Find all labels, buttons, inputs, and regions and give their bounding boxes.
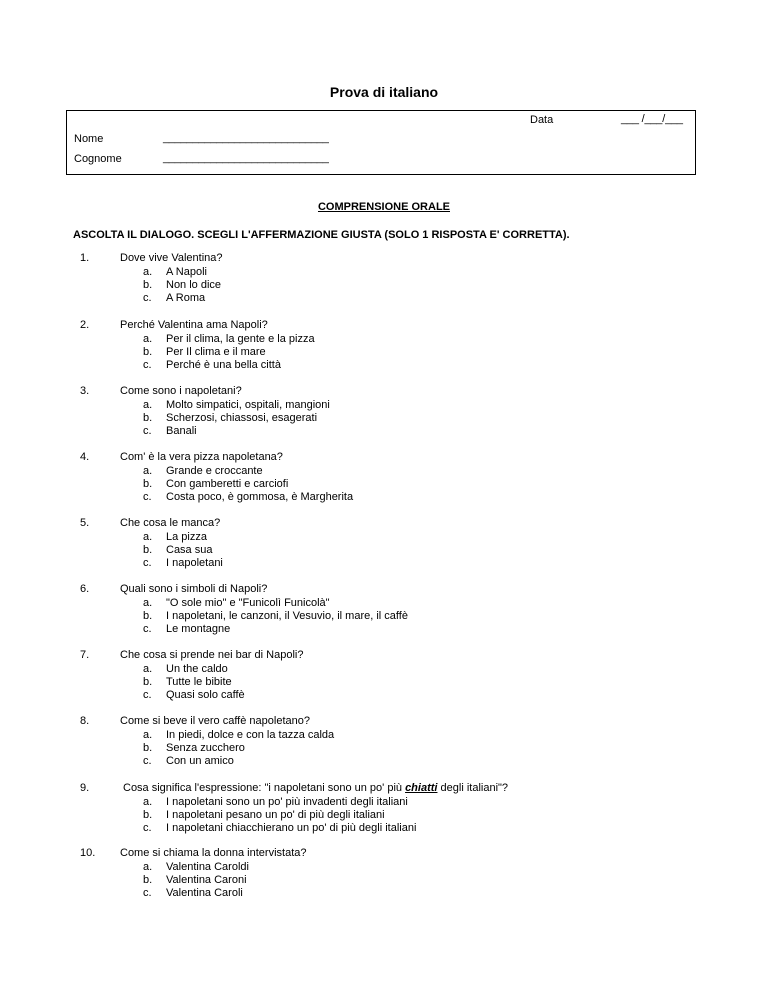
question-text: Cosa significa l'espressione: "i napoletani sono un po' più chiatti degli italiani"? — [123, 782, 509, 794]
question-text: Quali sono i simboli di Napoli? — [120, 583, 268, 595]
question-number: 5. — [80, 517, 90, 529]
question-text: Che cosa si prende nei bar di Napoli? — [120, 649, 304, 661]
question-text: Che cosa le manca? — [120, 517, 221, 529]
question-number: 3. — [80, 385, 90, 397]
question-number: 10. — [80, 847, 96, 859]
cognome-field: ____________________________ — [163, 152, 329, 164]
question-text: Come si chiama la donna intervistata? — [120, 847, 307, 859]
question-number: 7. — [80, 649, 90, 661]
nome-label: Nome — [74, 133, 104, 145]
question-number: 4. — [80, 451, 90, 463]
date-field: ___ /___/___ — [621, 113, 683, 125]
question-text: Come sono i napoletani? — [120, 385, 242, 397]
instruction: ASCOLTA IL DIALOGO. SCEGLI L'AFFERMAZIONE GIUSTA (SOLO 1 RISPOSTA E' CORRETTA). — [73, 229, 570, 241]
question-number: 1. — [80, 252, 90, 264]
question-text: Come si beve il vero caffè napoletano? — [120, 715, 310, 727]
emphasized-word: chiatti — [405, 782, 438, 794]
date-label: Data — [530, 114, 554, 126]
nome-field: ____________________________ — [163, 132, 329, 144]
question-number: 2. — [80, 319, 90, 331]
section-title: COMPRENSIONE ORALE — [317, 201, 450, 213]
question-number: 8. — [80, 715, 90, 727]
question-number: 9. — [80, 782, 90, 794]
question-text: Perché Valentina ama Napoli? — [120, 319, 268, 331]
cognome-label: Cognome — [74, 153, 122, 165]
student-info-box — [66, 110, 696, 175]
question-text: Com' è la vera pizza napoletana? — [120, 451, 283, 463]
question-number: 6. — [80, 583, 90, 595]
question-text: Dove vive Valentina? — [120, 252, 223, 264]
page-title: Prova di italiano — [329, 84, 439, 100]
